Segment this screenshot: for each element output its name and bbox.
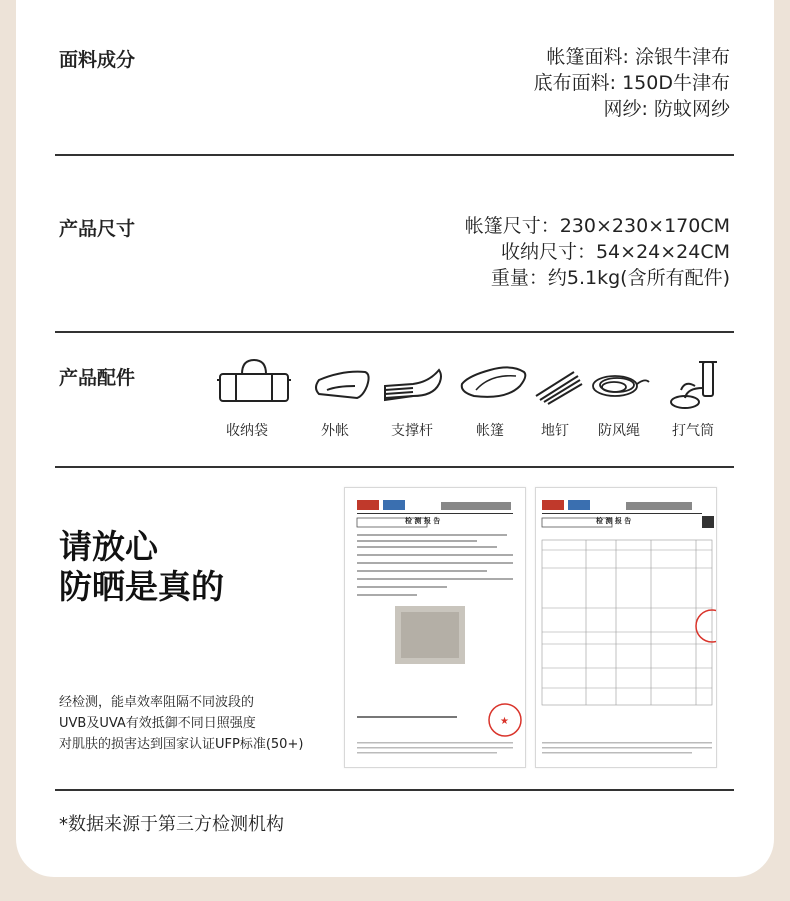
- accessory-label: 地钉: [541, 423, 569, 439]
- accessory-label: 收纳袋: [226, 423, 268, 439]
- description-line: 经检测，能卓效率阻隔不同波段的: [59, 695, 255, 710]
- size-title: 产品尺寸: [59, 218, 136, 240]
- divider: [55, 789, 734, 791]
- divider: [55, 154, 734, 156]
- material-title: 面料成分: [59, 49, 136, 71]
- size-line: 帐篷尺寸：230×230×170CM: [464, 215, 730, 237]
- material-line: 网纱: 防蚊网纱: [603, 98, 730, 120]
- test-report-image: [344, 487, 526, 768]
- accessory-label: 支撑杆: [391, 423, 433, 439]
- size-details: [465, 213, 730, 291]
- accessory-label: 防风绳: [598, 423, 640, 439]
- size-line: 重量：约5.1kg(含所有配件): [490, 267, 730, 289]
- description-line: 对肌肤的损害达到国家认证UFP标准(50+): [59, 737, 304, 752]
- divider: [55, 466, 734, 468]
- description-line: UVB及UVA有效抵御不同日照强度: [59, 716, 256, 731]
- footnote: *数据来源于第三方检测机构: [59, 814, 284, 835]
- accessory-label: 打气筒: [672, 423, 714, 439]
- size-line: 收纳尺寸：54×24×24CM: [500, 241, 730, 263]
- report-heading: 检 测 报 告: [405, 517, 441, 525]
- accessory-label: 帐篷: [476, 423, 504, 439]
- accessories-title: 产品配件: [59, 367, 136, 389]
- material-line: 帐篷面料: 涂银牛津布: [546, 46, 730, 68]
- report-heading: 检 测 报 告: [596, 517, 632, 525]
- material-details: [534, 44, 730, 122]
- accessory-label: 外帐: [321, 423, 349, 439]
- divider: [55, 331, 734, 333]
- report-document: [345, 488, 525, 767]
- test-report-image: [535, 487, 717, 768]
- headline: 防晒是真的: [59, 567, 224, 606]
- material-line: 底布面料: 150D牛津布: [533, 72, 730, 94]
- report-document: [536, 488, 716, 767]
- headline: 请放心: [59, 527, 158, 566]
- svg-text:★: ★: [500, 716, 509, 727]
